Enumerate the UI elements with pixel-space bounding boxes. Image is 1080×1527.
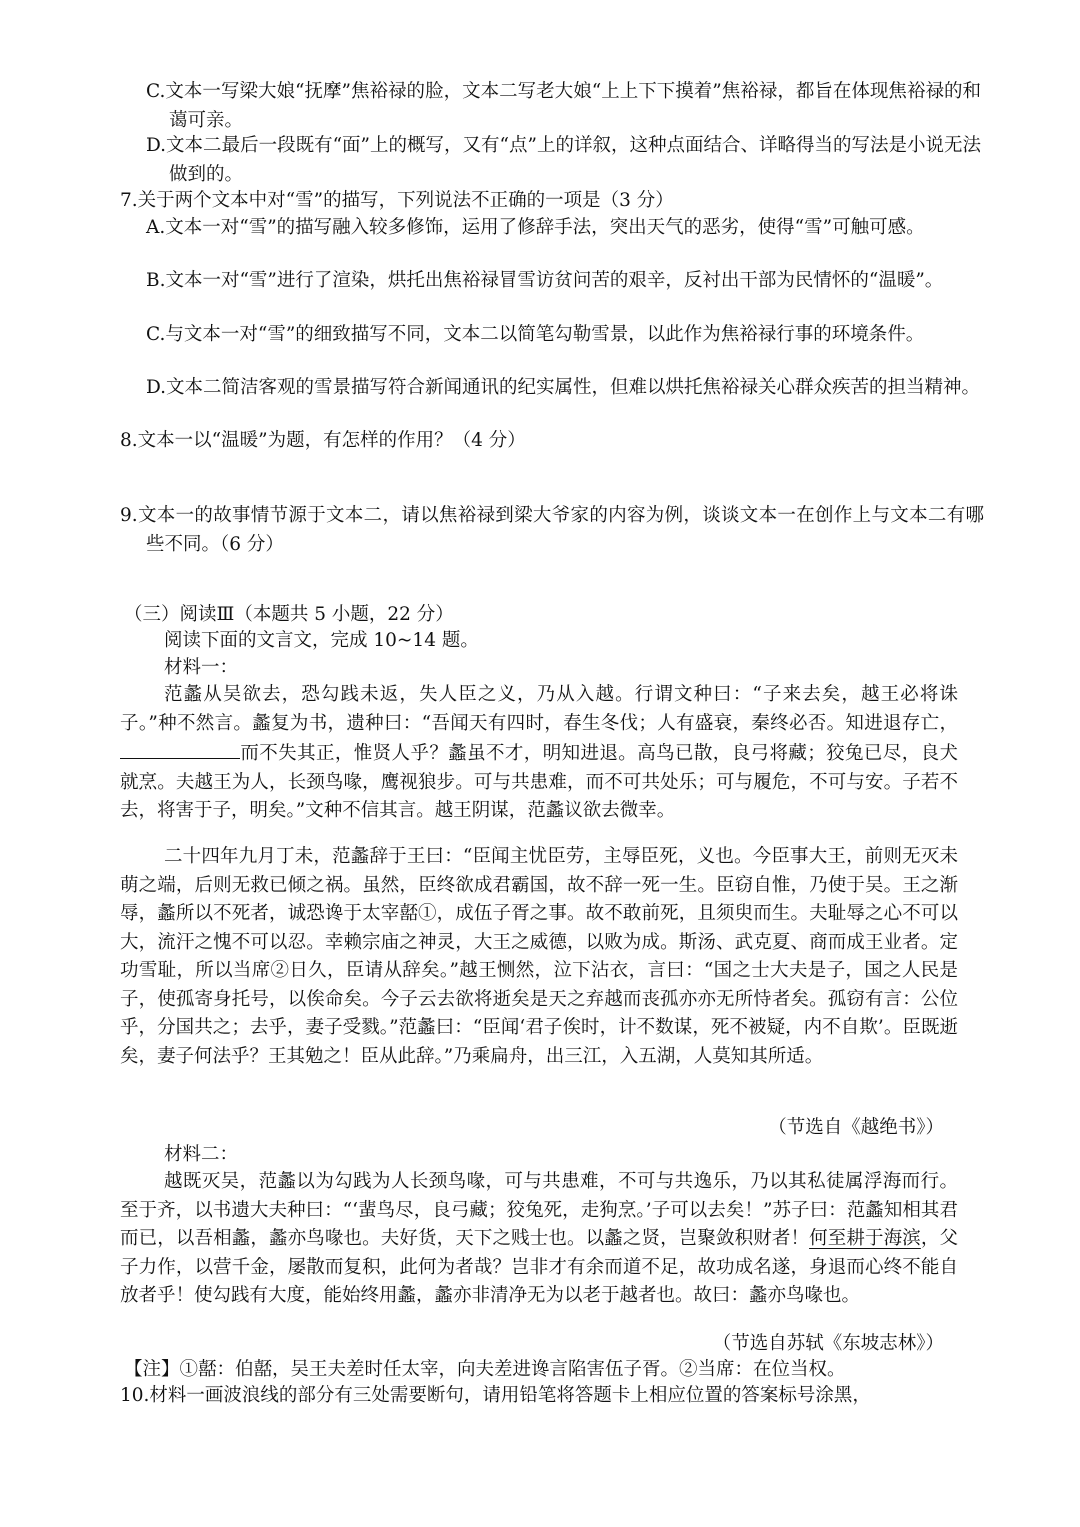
q7-stem: 7.关于两个文本中对“雪”的描写，下列说法不正确的一项是（3 分）	[120, 190, 674, 211]
section3-title: （三）阅读Ⅲ（本题共 5 小题，22 分）	[124, 604, 454, 625]
material2-label: 材料二：	[164, 1144, 239, 1165]
material1-label: 材料一：	[164, 657, 239, 678]
q9-stem: 9.文本一的故事情节源于文本二，请以焦裕禄到梁大爷家的内容为例，谈谈文本一在创作上与文本二有哪些不同。（6 分）	[120, 505, 984, 555]
annotation-note: 【注】①嚭：伯嚭，吴王夫差时任太宰，向夫差进谗言陷害伍子胥。②当席：在位当权。	[124, 1359, 846, 1380]
section3-instruction: 阅读下面的文言文，完成 10~14 题。	[164, 630, 479, 651]
q7-option-c: C.与文本一对“雪”的细致描写不同，文本二以简笔勾勒雪景，以此作为焦裕禄行事的环境条件。	[146, 324, 925, 345]
material2-p-part2: ，父子力作，以营千金，屡散而复积，此何为者哉？岂非才有余而道不足，故功成名遂，身退而心终不能自放者乎！使勾践有大度，能始终用蠡，蠡亦非清净无为以老于越者也。故曰：蠡亦鸟喙也。	[120, 1228, 958, 1306]
underlined-sentence: 何至耕于海滨	[809, 1228, 921, 1249]
material2-p-part1: 越既灭吴，范蠡以为勾践为人长颈鸟喙，可与共患难，不可与共逸乐，乃以其私徒属浮海而行。至于齐，以书遗大夫种曰：“‘蜚鸟尽，良弓藏；狡兔死，走狗烹。’子可以去矣！”苏子曰：范蠡知相其君而已，以吾相蠡，蠡亦鸟喙也。夫好货，天下之贱士也。以蠡之贤，岂聚敛积财者！	[120, 1171, 958, 1249]
material2-paragraph	[120, 1168, 958, 1311]
material1-paragraph2: 二十四年九月丁未，范蠡辞于王曰：“臣闻主忧臣劳，主辱臣死，义也。今臣事大王，前则无灭未萌之端，后则无救已倾之祸。虽然，臣终欲成君霸国，故不辞一死一生。臣窃自惟，乃使于吴。王之渐辱，蠡所以不死者，诚恐谗于太宰嚭①，成伍子胥之事。故不敢前死，且须臾而生。夫耻辱之心不可以大，流汗之愧不可以忍。幸赖宗庙之神灵，大王之威德，以败为成。斯汤、武克夏、商而成王业者。定功雪耻，所以当席②日久，臣请从辞矣。”越王恻然，泣下沾衣，言曰：“国之士大夫是子，国之人民是子，使孤寄身托号，以俟命矣。今子云去欲将逝矣是天之弃越而丧孤亦亦无所恃者矣。孤窃有言：公位乎，分国共之；去乎，妻子受戮。”范蠡曰：“臣闻‘君子俟时，计不数谋，死不被疑，内不自欺’。臣既逝矣，妻子何法乎？王其勉之！臣从此辞。”乃乘扁舟，出三江，入五湖，人莫知其所适。	[120, 846, 958, 1067]
material1-p1-part1: 范蠡从吴欲去，恐勾践未返，失人臣之义，乃从入越。行谓文种曰：“子来去矣，越王必将诛子。”种不然言。蠡复为书，遗种曰：“吾闻天有四时，春生冬伐；人有盛衰，秦终必否。知进退存亡，	[120, 684, 958, 734]
q6-option-c: C.文本一写梁大娘“抚摩”焦裕禄的脸，文本二写老大娘“上上下下摸着”焦裕禄，都旨在体现焦裕禄的和蔼可亲。	[146, 81, 981, 131]
q7-option-a: A.文本一对“雪”的描写融入较多修饰，运用了修辞手法，突出天气的恶劣，使得“雪”可触可感。	[146, 217, 925, 238]
material1-paragraph1	[120, 681, 958, 826]
q8-stem: 8.文本一以“温暖”为题，有怎样的作用？（4 分）	[120, 430, 526, 451]
material1-p1-part2: 而不失其正，惟贤人乎？蠡虽不才，明知进退。高鸟已散，良弓将藏；狡兔已尽，良犬就烹。夫越王为人，长颈鸟喙，鹰视狼步。可与共患难，而不可共处乐；可与履危，不可与安。子若不去，将害于子，明矣。”文种不信其言。越王阴谋，范蠡议欲去微幸。	[120, 743, 958, 821]
q6-option-d: D.文本二最后一段既有“面”上的概写，又有“点”上的详叙，这种点面结合、详略得当的写法是小说无法做到的。	[146, 135, 981, 185]
material2-source: （节选自苏轼《东坡志林》）	[712, 1333, 944, 1354]
q7-option-b: B.文本一对“雪”进行了渲染，烘托出焦裕禄冒雪访贫问苦的艰辛，反衬出干部为民情怀的“温暖”。	[146, 270, 944, 291]
material1-source: （节选自《越绝书》）	[768, 1117, 944, 1138]
q7-option-d: D.文本二简洁客观的雪景描写符合新闻通讯的纪实属性，但难以烘托焦裕禄关心群众疾苦的担当精神。	[146, 377, 981, 398]
q10-stem: 10.材料一画波浪线的部分有三处需要断句，请用铅笔将答题卡上相应位置的答案标号涂黑，	[120, 1385, 871, 1406]
answer-blank	[120, 738, 240, 759]
